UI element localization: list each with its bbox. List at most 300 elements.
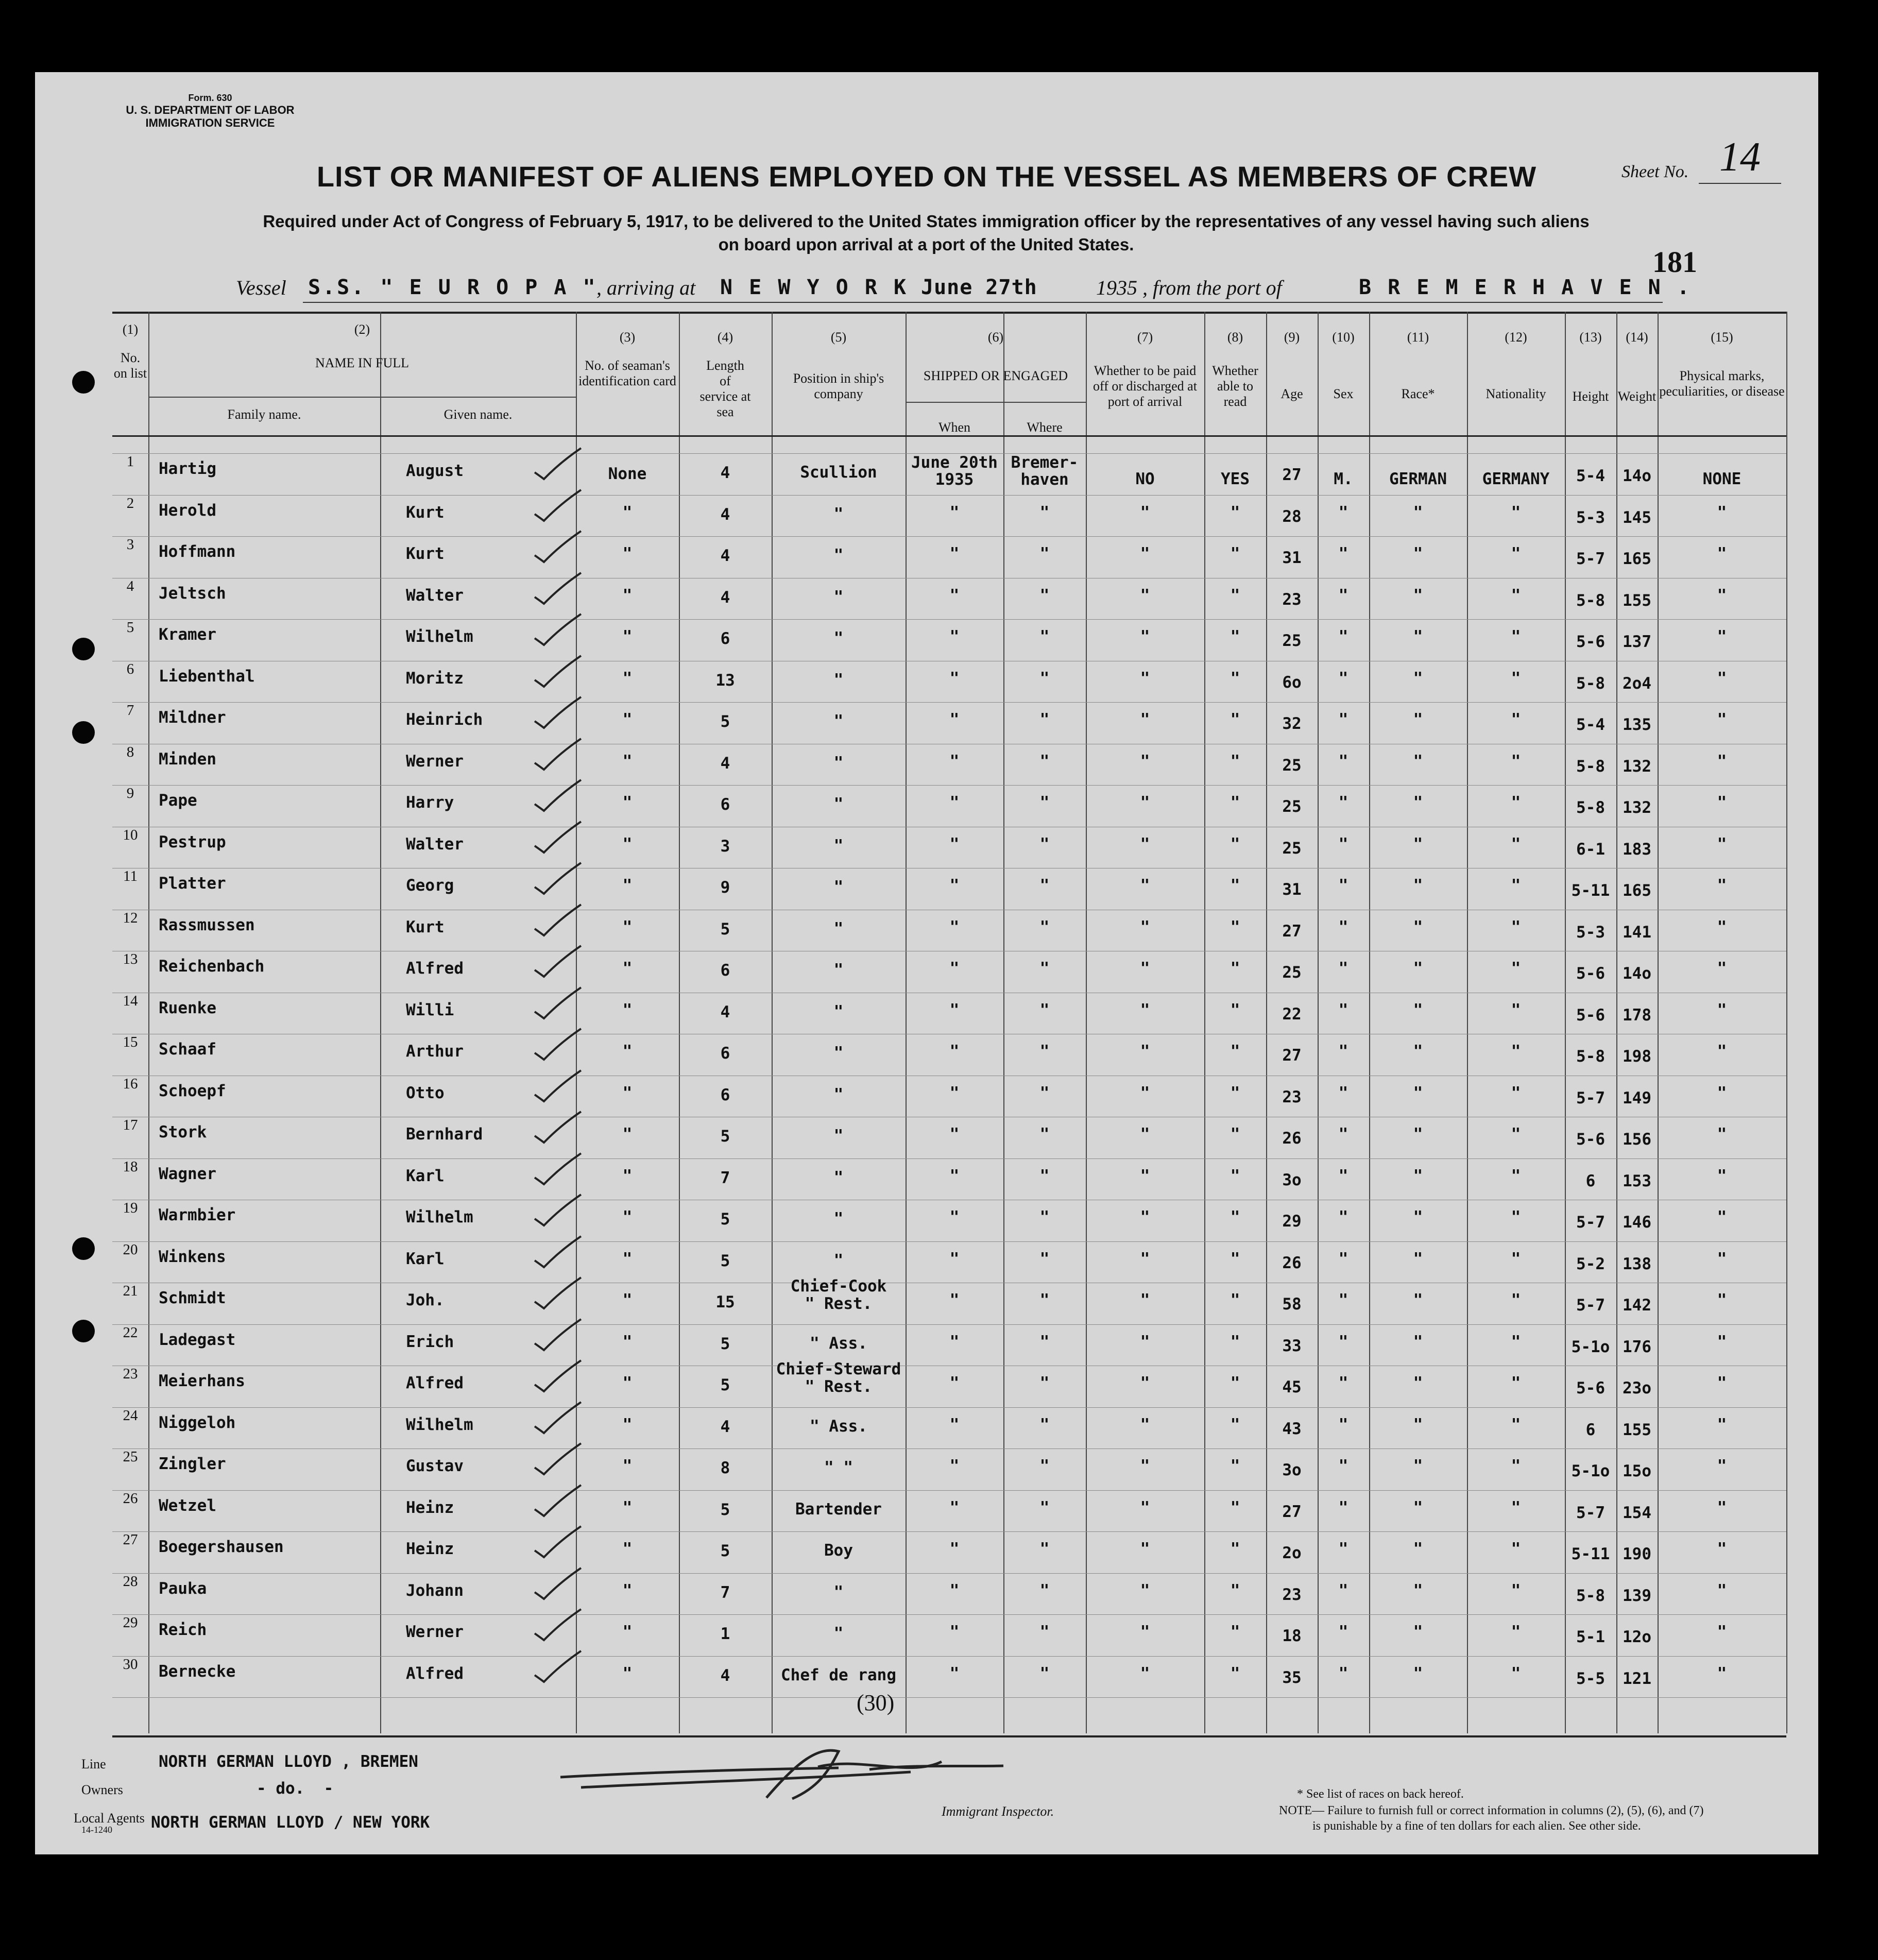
row-number: 21 bbox=[123, 1283, 138, 1299]
given-name: Heinz bbox=[406, 1498, 454, 1517]
row-number: 16 bbox=[123, 1076, 138, 1092]
paid-off-ditto: " bbox=[1140, 752, 1150, 771]
family-name: Kramer bbox=[159, 625, 216, 644]
physical-ditto: " bbox=[1717, 1333, 1727, 1351]
nationality-ditto: " bbox=[1511, 1001, 1521, 1019]
position: " Ass. bbox=[810, 1334, 867, 1353]
check-mark bbox=[530, 1107, 586, 1149]
physical-ditto: " bbox=[1717, 1540, 1727, 1558]
id-card-ditto: " bbox=[622, 1374, 633, 1392]
given-name: Alfred bbox=[406, 1664, 464, 1683]
read-ditto: " bbox=[1230, 835, 1240, 854]
id-card-ditto: " bbox=[622, 1623, 633, 1641]
sex-ditto: " bbox=[1338, 1416, 1348, 1434]
nationality-ditto: " bbox=[1511, 918, 1521, 936]
physical-ditto: " bbox=[1717, 544, 1727, 563]
line-value: NORTH GERMAN LLOYD , BREMEN bbox=[159, 1752, 418, 1771]
age: 43 bbox=[1282, 1420, 1302, 1438]
paid-off-ditto: " bbox=[1140, 1167, 1150, 1185]
paid-off-ditto: " bbox=[1140, 1208, 1150, 1226]
id-card-ditto: " bbox=[622, 752, 633, 771]
when-ditto: " bbox=[949, 1001, 960, 1019]
family-name: Ruenke bbox=[159, 999, 216, 1017]
sex-ditto: " bbox=[1338, 1291, 1348, 1309]
family-name: Zingler bbox=[159, 1455, 226, 1473]
age: 23 bbox=[1282, 590, 1302, 609]
check-mark bbox=[530, 1356, 586, 1397]
sex-ditto: " bbox=[1338, 793, 1348, 812]
manifest-page bbox=[35, 72, 1818, 1854]
paid-off-ditto: " bbox=[1140, 627, 1150, 646]
manifest-table bbox=[112, 312, 1786, 1737]
given-name: Bernhard bbox=[406, 1125, 483, 1144]
given-name: Willi bbox=[406, 1001, 454, 1019]
check-mark bbox=[530, 610, 586, 651]
read-ditto: " bbox=[1230, 544, 1240, 563]
arrival-date: June 27th bbox=[921, 276, 1037, 299]
arrival-year: 1935 bbox=[1096, 276, 1137, 299]
row1-when: June 20th 1935 bbox=[911, 453, 998, 489]
weight: 176 bbox=[1623, 1338, 1651, 1356]
physical-ditto: " bbox=[1717, 1664, 1727, 1683]
check-mark bbox=[530, 1481, 586, 1522]
given-name: Heinrich bbox=[406, 710, 483, 729]
header-age: Age bbox=[1281, 386, 1303, 401]
age: 3o bbox=[1282, 1171, 1302, 1189]
position: " bbox=[833, 961, 844, 979]
check-mark bbox=[530, 1190, 586, 1232]
height: 5-11 bbox=[1571, 1545, 1610, 1563]
read-ditto: " bbox=[1230, 586, 1240, 605]
sex-ditto: " bbox=[1338, 1001, 1348, 1019]
physical-ditto: " bbox=[1717, 1581, 1727, 1600]
inspector-signature bbox=[550, 1741, 1045, 1808]
nationality-ditto: " bbox=[1511, 1581, 1521, 1600]
header-name-in-full: NAME IN FULL bbox=[315, 355, 409, 370]
weight: 155 bbox=[1623, 1421, 1651, 1439]
row-rule bbox=[148, 397, 576, 398]
row-rule bbox=[112, 1614, 1786, 1615]
where-ditto: " bbox=[1039, 959, 1050, 978]
given-name: Walter bbox=[406, 586, 464, 605]
check-mark bbox=[530, 652, 586, 693]
when-ditto: " bbox=[949, 752, 960, 771]
service-length: 6 bbox=[720, 629, 730, 648]
sex-ditto: " bbox=[1338, 918, 1348, 936]
age: 31 bbox=[1282, 549, 1302, 567]
nationality-ditto: " bbox=[1511, 710, 1521, 729]
note-races: * See list of races on back hereof. bbox=[1297, 1787, 1464, 1801]
read-ditto: " bbox=[1230, 1208, 1240, 1226]
header-shipped: SHIPPED OR ENGAGED bbox=[923, 368, 1068, 383]
header-when: When bbox=[938, 420, 971, 435]
id-card-ditto: " bbox=[622, 1125, 633, 1144]
paid-off-ditto: " bbox=[1140, 1664, 1150, 1683]
race-ditto: " bbox=[1413, 710, 1423, 729]
weight: 2o4 bbox=[1623, 674, 1651, 693]
family-name: Meierhans bbox=[159, 1372, 245, 1390]
race-ditto: " bbox=[1413, 959, 1423, 978]
age: 29 bbox=[1282, 1212, 1302, 1231]
service-length: 5 bbox=[720, 1127, 730, 1146]
nationality-ditto: " bbox=[1511, 752, 1521, 771]
position: " bbox=[833, 878, 844, 896]
row-rule bbox=[112, 1324, 1786, 1325]
height: 5-7 bbox=[1576, 1213, 1605, 1232]
where-ditto: " bbox=[1039, 1208, 1050, 1226]
weight: 154 bbox=[1623, 1504, 1651, 1522]
physical-ditto: " bbox=[1717, 1250, 1727, 1268]
header-position: Position in ship's company bbox=[793, 371, 884, 401]
row-number: 4 bbox=[126, 578, 134, 594]
read-ditto: " bbox=[1230, 627, 1240, 646]
column-rule bbox=[1204, 312, 1205, 1733]
service-length: 6 bbox=[720, 1044, 730, 1063]
nationality-ditto: " bbox=[1511, 1208, 1521, 1226]
colnum-14: (14) bbox=[1626, 330, 1648, 345]
where-ditto: " bbox=[1039, 876, 1050, 895]
given-name: Walter bbox=[406, 835, 464, 854]
given-name: Werner bbox=[406, 1623, 464, 1641]
race-ditto: " bbox=[1413, 503, 1423, 522]
nationality-ditto: " bbox=[1511, 876, 1521, 895]
weight: 165 bbox=[1623, 881, 1651, 900]
nationality-ditto: " bbox=[1511, 1333, 1521, 1351]
read-ditto: " bbox=[1230, 1084, 1240, 1102]
paid-off-ditto: " bbox=[1140, 959, 1150, 978]
height: 6 bbox=[1585, 1172, 1596, 1190]
row-number: 3 bbox=[126, 536, 134, 553]
when-ditto: " bbox=[949, 876, 960, 895]
paid-off-ditto: " bbox=[1140, 1291, 1150, 1309]
where-ditto: " bbox=[1039, 1084, 1050, 1102]
given-name: Heinz bbox=[406, 1540, 454, 1558]
weight: 132 bbox=[1623, 757, 1651, 776]
nationality-ditto: " bbox=[1511, 1167, 1521, 1185]
height: 5-6 bbox=[1576, 1379, 1605, 1397]
punch-hole bbox=[72, 1237, 95, 1260]
when-ditto: " bbox=[949, 1457, 960, 1475]
service-length: 5 bbox=[720, 1376, 730, 1394]
height: 5-5 bbox=[1576, 1669, 1605, 1688]
height: 5-7 bbox=[1576, 1296, 1605, 1315]
age: 27 bbox=[1282, 1046, 1302, 1065]
physical-ditto: " bbox=[1717, 1208, 1727, 1226]
header-physical: Physical marks, peculiarities, or disease bbox=[1659, 368, 1785, 399]
age: 25 bbox=[1282, 839, 1302, 858]
nationality-ditto: " bbox=[1511, 1457, 1521, 1475]
race-ditto: " bbox=[1413, 1208, 1423, 1226]
read-ditto: " bbox=[1230, 1333, 1240, 1351]
family-name: Schmidt bbox=[159, 1289, 226, 1307]
physical-ditto: " bbox=[1717, 793, 1727, 812]
nationality-ditto: " bbox=[1511, 1291, 1521, 1309]
where-ditto: " bbox=[1039, 627, 1050, 646]
column-rule bbox=[1318, 312, 1319, 1733]
read-ditto: " bbox=[1230, 669, 1240, 688]
check-mark bbox=[530, 900, 586, 942]
where-ditto: " bbox=[1039, 669, 1050, 688]
given-name: Johann bbox=[406, 1581, 464, 1600]
position: " bbox=[833, 1085, 844, 1104]
read-ditto: " bbox=[1230, 1250, 1240, 1268]
weight: 145 bbox=[1623, 508, 1651, 527]
check-mark bbox=[530, 569, 586, 610]
inspector-label: Immigrant Inspector. bbox=[942, 1804, 1054, 1819]
service-length: 5 bbox=[720, 1501, 730, 1519]
row1-physical: NONE bbox=[1702, 470, 1742, 488]
row-number: 20 bbox=[123, 1241, 138, 1258]
check-mark bbox=[530, 1232, 586, 1273]
race-ditto: " bbox=[1413, 1374, 1423, 1392]
check-mark bbox=[530, 1522, 586, 1563]
position: " bbox=[833, 1209, 844, 1228]
header-family-name: Family name. bbox=[227, 407, 301, 422]
id-card-ditto: " bbox=[622, 544, 633, 563]
row-number: 11 bbox=[123, 868, 138, 884]
agents-label: Local Agents bbox=[74, 1811, 145, 1826]
race-ditto: " bbox=[1413, 1664, 1423, 1683]
row-rule bbox=[112, 536, 1786, 537]
age: 25 bbox=[1282, 632, 1302, 650]
position: " bbox=[833, 1127, 844, 1145]
height: 5-7 bbox=[1576, 550, 1605, 568]
read-ditto: " bbox=[1230, 1498, 1240, 1517]
family-name: Pauka bbox=[159, 1579, 207, 1598]
height: 5-6 bbox=[1576, 633, 1605, 651]
race-ditto: " bbox=[1413, 1167, 1423, 1185]
sex-ditto: " bbox=[1338, 835, 1348, 854]
when-ditto: " bbox=[949, 1664, 960, 1683]
stamp-number: 181 bbox=[1652, 245, 1697, 279]
row-rule bbox=[112, 1448, 1786, 1449]
header-no-on-list: No. on list bbox=[113, 350, 147, 381]
nationality-ditto: " bbox=[1511, 1250, 1521, 1268]
read-ditto: " bbox=[1230, 918, 1240, 936]
row-number: 9 bbox=[126, 785, 134, 802]
from-label: , from the port of bbox=[1142, 276, 1282, 299]
race-ditto: " bbox=[1413, 1250, 1423, 1268]
weight: 132 bbox=[1623, 798, 1651, 817]
row-rule bbox=[112, 435, 1786, 437]
when-ditto: " bbox=[949, 918, 960, 936]
height: 5-2 bbox=[1576, 1255, 1605, 1273]
paid-off-ditto: " bbox=[1140, 710, 1150, 729]
arrival-port: N E W Y O R K bbox=[720, 276, 909, 299]
given-name: Wilhelm bbox=[406, 627, 473, 646]
service-length: 3 bbox=[720, 837, 730, 856]
given-name: Karl bbox=[406, 1250, 445, 1268]
race-ditto: " bbox=[1413, 1001, 1423, 1019]
age: 25 bbox=[1282, 756, 1302, 775]
row-rule bbox=[112, 1158, 1786, 1159]
nationality-ditto: " bbox=[1511, 1125, 1521, 1144]
form-block bbox=[97, 93, 323, 129]
age: 23 bbox=[1282, 1586, 1302, 1604]
given-name: Moritz bbox=[406, 669, 464, 688]
when-ditto: " bbox=[949, 1374, 960, 1392]
row-rule bbox=[112, 1241, 1786, 1242]
note-fine bbox=[1279, 1804, 1703, 1818]
sex-ditto: " bbox=[1338, 1623, 1348, 1641]
where-ditto: " bbox=[1039, 1416, 1050, 1434]
service-length: 4 bbox=[720, 1666, 730, 1685]
colnum-12: (12) bbox=[1505, 330, 1527, 345]
sheet-underline bbox=[1699, 183, 1781, 184]
header-sex: Sex bbox=[1333, 386, 1354, 401]
check-mark bbox=[530, 942, 586, 983]
physical-ditto: " bbox=[1717, 503, 1727, 522]
nationality-ditto: " bbox=[1511, 835, 1521, 854]
where-ditto: " bbox=[1039, 544, 1050, 563]
when-ditto: " bbox=[949, 1084, 960, 1102]
row-rule bbox=[906, 402, 1086, 403]
column-rule bbox=[148, 312, 149, 1733]
id-card-ditto: " bbox=[622, 1540, 633, 1558]
paid-off-ditto: " bbox=[1140, 1498, 1150, 1517]
check-mark bbox=[530, 1564, 586, 1605]
id-card-ditto: " bbox=[622, 918, 633, 936]
id-card-ditto: " bbox=[622, 1664, 633, 1683]
family-name: Rassmussen bbox=[159, 916, 255, 934]
physical-ditto: " bbox=[1717, 586, 1727, 605]
position: " Ass. bbox=[810, 1417, 867, 1436]
header-id-card: No. of seaman's identification card bbox=[578, 358, 676, 388]
nationality-ditto: " bbox=[1511, 1623, 1521, 1641]
position: " bbox=[833, 588, 844, 606]
id-card-ditto: " bbox=[622, 835, 633, 854]
height: 5-1o bbox=[1571, 1462, 1610, 1480]
punch-hole bbox=[72, 721, 95, 744]
race-ditto: " bbox=[1413, 1084, 1423, 1102]
given-name: Gustav bbox=[406, 1457, 464, 1475]
when-ditto: " bbox=[949, 793, 960, 812]
where-ditto: " bbox=[1039, 1001, 1050, 1019]
vessel-name: S.S. " E U R O P A " bbox=[308, 276, 597, 299]
row1-nationality: GERMANY bbox=[1482, 470, 1550, 488]
weight: 149 bbox=[1623, 1089, 1651, 1107]
row-rule bbox=[112, 702, 1786, 703]
service-length: 9 bbox=[720, 878, 730, 897]
age: 35 bbox=[1282, 1668, 1302, 1687]
row-number: 6 bbox=[126, 661, 134, 677]
when-ditto: " bbox=[949, 1416, 960, 1434]
nationality-ditto: " bbox=[1511, 503, 1521, 522]
colnum-10: (10) bbox=[1332, 330, 1355, 345]
sex-ditto: " bbox=[1338, 1457, 1348, 1475]
when-ditto: " bbox=[949, 1125, 960, 1144]
service-length: 5 bbox=[720, 1252, 730, 1270]
race-ditto: " bbox=[1413, 544, 1423, 563]
physical-ditto: " bbox=[1717, 1374, 1727, 1392]
given-name: Kurt bbox=[406, 503, 445, 522]
check-mark bbox=[530, 776, 586, 817]
sex-ditto: " bbox=[1338, 1125, 1348, 1144]
race-ditto: " bbox=[1413, 1125, 1423, 1144]
paid-off-ditto: " bbox=[1140, 669, 1150, 688]
vessel-underline bbox=[303, 302, 1663, 303]
id-card-ditto: " bbox=[622, 1001, 633, 1019]
id-card-ditto: " bbox=[622, 1084, 633, 1102]
height: 5-11 bbox=[1571, 881, 1610, 900]
weight: 14o bbox=[1623, 467, 1651, 485]
read-ditto: " bbox=[1230, 1042, 1240, 1061]
service-length: 4 bbox=[720, 505, 730, 524]
sheet-label: Sheet No. bbox=[1621, 162, 1689, 181]
height: 5-1o bbox=[1571, 1338, 1610, 1356]
where-ditto: " bbox=[1039, 918, 1050, 936]
where-ditto: " bbox=[1039, 710, 1050, 729]
race-ditto: " bbox=[1413, 752, 1423, 771]
column-rule bbox=[380, 312, 381, 1733]
read-ditto: " bbox=[1230, 959, 1240, 978]
read-ditto: " bbox=[1230, 1540, 1240, 1558]
check-mark bbox=[530, 527, 586, 568]
position: " bbox=[833, 671, 844, 689]
service-length: 5 bbox=[720, 1335, 730, 1353]
row-rule bbox=[112, 619, 1786, 620]
row-number: 25 bbox=[123, 1448, 138, 1465]
age: 32 bbox=[1282, 714, 1302, 733]
weight: 12o bbox=[1623, 1628, 1651, 1646]
physical-ditto: " bbox=[1717, 1084, 1727, 1102]
read-ditto: " bbox=[1230, 1581, 1240, 1600]
age: 3o bbox=[1282, 1461, 1302, 1479]
age: 25 bbox=[1282, 797, 1302, 816]
physical-ditto: " bbox=[1717, 1457, 1727, 1475]
family-name: Pestrup bbox=[159, 833, 226, 851]
family-name: Reich bbox=[159, 1621, 207, 1639]
sex-ditto: " bbox=[1338, 669, 1348, 688]
where-ditto: " bbox=[1039, 503, 1050, 522]
id-card-ditto: " bbox=[622, 1457, 633, 1475]
physical-ditto: " bbox=[1717, 669, 1727, 688]
physical-ditto: " bbox=[1717, 1001, 1727, 1019]
race-ditto: " bbox=[1413, 1333, 1423, 1351]
weight: 156 bbox=[1623, 1130, 1651, 1149]
when-ditto: " bbox=[949, 835, 960, 854]
physical-ditto: " bbox=[1717, 1291, 1727, 1309]
race-ditto: " bbox=[1413, 876, 1423, 895]
row1-paid-off: NO bbox=[1135, 470, 1155, 488]
position: " bbox=[833, 919, 844, 938]
family-name: Herold bbox=[159, 501, 216, 520]
line-label: Line bbox=[81, 1757, 106, 1771]
service-length: 4 bbox=[720, 1003, 730, 1021]
check-mark bbox=[530, 859, 586, 900]
weight: 121 bbox=[1623, 1669, 1651, 1688]
physical-ditto: " bbox=[1717, 1167, 1727, 1185]
age: 45 bbox=[1282, 1378, 1302, 1396]
position: Boy bbox=[824, 1541, 853, 1560]
given-name: Harry bbox=[406, 793, 454, 812]
physical-ditto: " bbox=[1717, 876, 1727, 895]
where-ditto: " bbox=[1039, 1581, 1050, 1600]
position: Scullion bbox=[800, 463, 877, 482]
family-name: Reichenbach bbox=[159, 957, 265, 976]
where-ditto: " bbox=[1039, 1250, 1050, 1268]
paid-off-ditto: " bbox=[1140, 544, 1150, 563]
position: " bbox=[833, 505, 844, 523]
sex-ditto: " bbox=[1338, 544, 1348, 563]
position: Chief-Cook " Rest. bbox=[790, 1277, 887, 1314]
race-ditto: " bbox=[1413, 793, 1423, 812]
row-number: 30 bbox=[123, 1656, 138, 1673]
age: 27 bbox=[1282, 466, 1302, 484]
position: " bbox=[833, 712, 844, 730]
read-ditto: " bbox=[1230, 1664, 1240, 1683]
when-ditto: " bbox=[949, 1623, 960, 1641]
